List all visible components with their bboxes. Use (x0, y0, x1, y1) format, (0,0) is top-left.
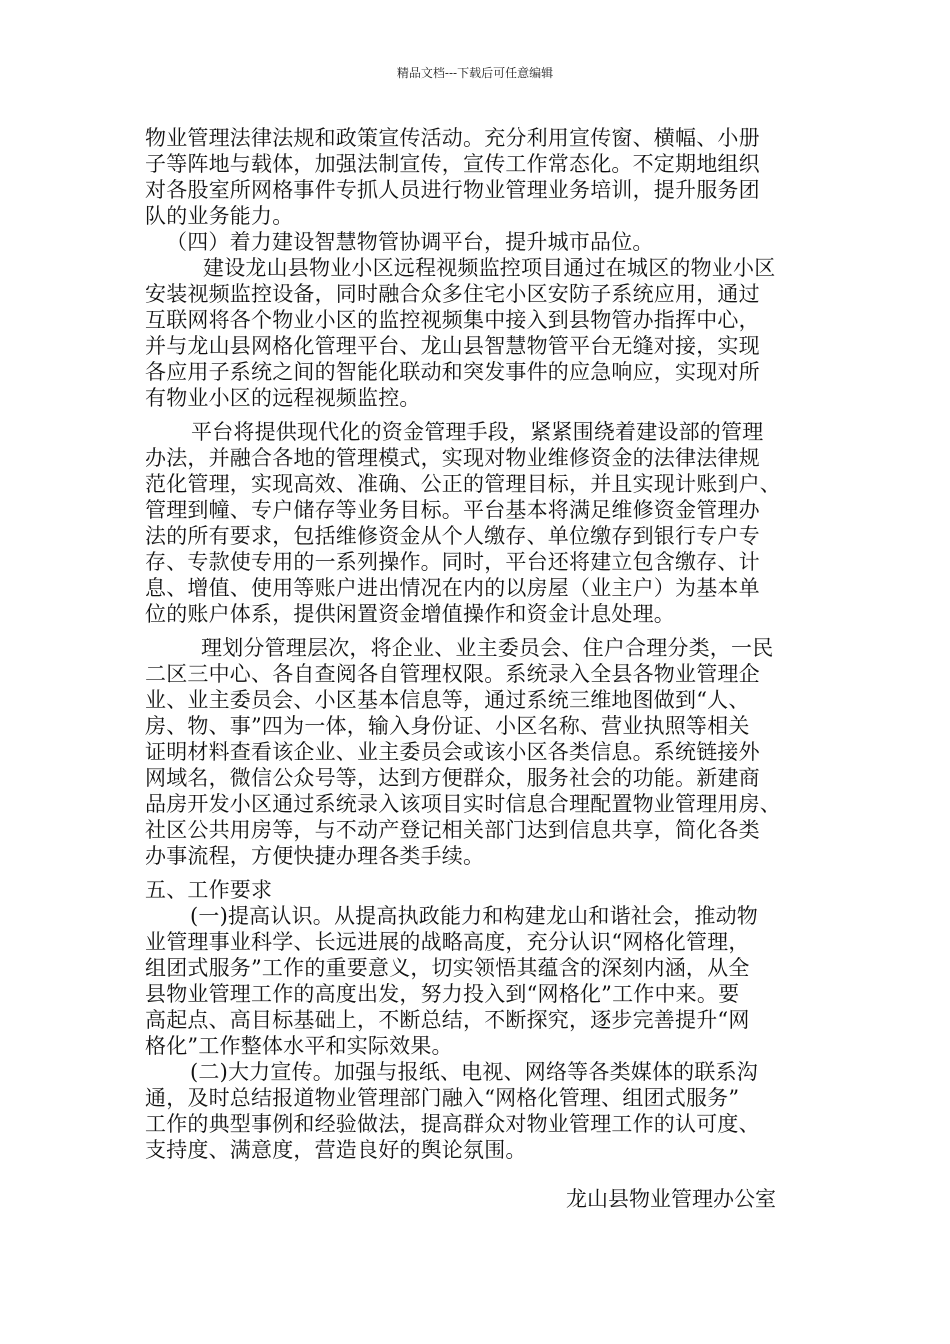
signature: 龙山县物业管理办公室 (566, 1187, 776, 1211)
text-line: 支持度、满意度，营造良好的舆论氛围。 (145, 1138, 527, 1162)
text-line: 业管理事业科学、长远进展的战略高度，充分认识“网格化管理， (145, 930, 750, 954)
text-line: (二)大力宣传。加强与报纸、电视、网络等各类媒体的联系沟 (190, 1060, 758, 1084)
text-line: 并与龙山县网格化管理平台、龙山县智慧物管平台无缝对接，实现 (145, 334, 760, 358)
text-line: 物业管理法律法规和政策宣传活动。充分利用宣传窗、横幅、小册 (145, 126, 760, 150)
text-line: 办法，并融合各地的管理模式，实现对物业维修资金的法律法律规 (145, 446, 760, 470)
text-line: 队的业务能力。 (145, 204, 294, 228)
text-line: 格化”工作整体水平和实际效果。 (145, 1034, 453, 1058)
text-line: 社区公共用房等，与不动产登记相关部门达到信息共享，简化各类 (145, 818, 760, 842)
text-line: 息、增值、使用等账户进出情况在内的以房屋（业主户）为基本单 (145, 576, 760, 600)
text-line: 位的账户体系，提供闲置资金增值操作和资金计息处理。 (145, 602, 675, 626)
text-line: 子等阵地与载体，加强法制宣传，宣传工作常态化。不定期地组织 (145, 152, 760, 176)
text-line: 通，及时总结报道物业管理部门融入“网格化管理、组团式服务” (145, 1086, 740, 1110)
text-line: 安装视频监控设备，同时融合众多住宅小区安防子系统应用，通过 (145, 282, 760, 306)
text-line: 证明材料查看该企业、业主委员会或该小区各类信息。系统链接外 (145, 740, 760, 764)
text-line: 工作的典型事例和经验做法，提高群众对物业管理工作的认可度、 (145, 1112, 760, 1136)
text-line: 理划分管理层次，将企业、业主委员会、住户合理分类，一民 (201, 636, 774, 660)
text-line: 房、物、事”四为一体，输入身份证、小区名称、营业执照等相关 (145, 714, 750, 738)
text-line: 业、业主委员会、小区基本信息等，通过系统三维地图做到“人、 (145, 688, 750, 712)
text-line: 各应用子系统之间的智能化联动和突发事件的应急响应，实现对所 (145, 360, 760, 384)
text-line: 办事流程，方便快捷办理各类手续。 (145, 844, 485, 868)
text-line: 范化管理，实现高效、准确、公正的管理目标，并且实现计账到户、 (145, 472, 781, 496)
text-line: 法的所有要求，包括维修资金从个人缴存、单位缴存到银行专户专 (145, 524, 760, 548)
text-line: 网域名，微信公众号等，达到方便群众，服务社会的功能。新建商 (145, 766, 760, 790)
text-line: 建设龙山县物业小区远程视频监控项目通过在城区的物业小区 (203, 256, 776, 280)
text-line: 二区三中心、各自查阅各自管理权限。系统录入全县各物业管理企 (145, 662, 760, 686)
page-header: 精品文档---下载后可任意编辑 (396, 66, 554, 80)
text-line: (一)提高认识。从提高执政能力和构建龙山和谐社会，推动物 (190, 904, 758, 928)
text-line: 互联网将各个物业小区的监控视频集中接入到县物管办指挥中心， (145, 308, 760, 332)
text-line: 管理到幢、专户储存等业务目标。平台基本将满足维修资金管理办 (145, 498, 760, 522)
text-line: 对各股室所网格事件专抓人员进行物业管理业务培训，提升服务团 (145, 178, 760, 202)
text-line: 有物业小区的远程视频监控。 (145, 386, 421, 410)
text-line: 组团式服务”工作的重要意义，切实领悟其蕴含的深刻内涵，从全 (145, 956, 750, 980)
text-line: 品房开发小区通过系统录入该项目实时信息合理配置物业管理用房、 (145, 792, 781, 816)
section-heading: 五、工作要求 (145, 878, 273, 902)
text-line: 县物业管理工作的高度出发，努力投入到“网格化”工作中来。要 (145, 982, 740, 1006)
section-heading: （四）着力建设智慧物管协调平台，提升城市品位。 (166, 230, 654, 254)
text-line: 存、专款使专用的一系列操作。同时，平台还将建立包含缴存、计 (145, 550, 760, 574)
text-line: 高起点、高目标基础上，不断总结，不断探究，逐步完善提升“网 (145, 1008, 750, 1032)
text-line: 平台将提供现代化的资金管理手段，紧紧围绕着建设部的管理 (191, 420, 764, 444)
